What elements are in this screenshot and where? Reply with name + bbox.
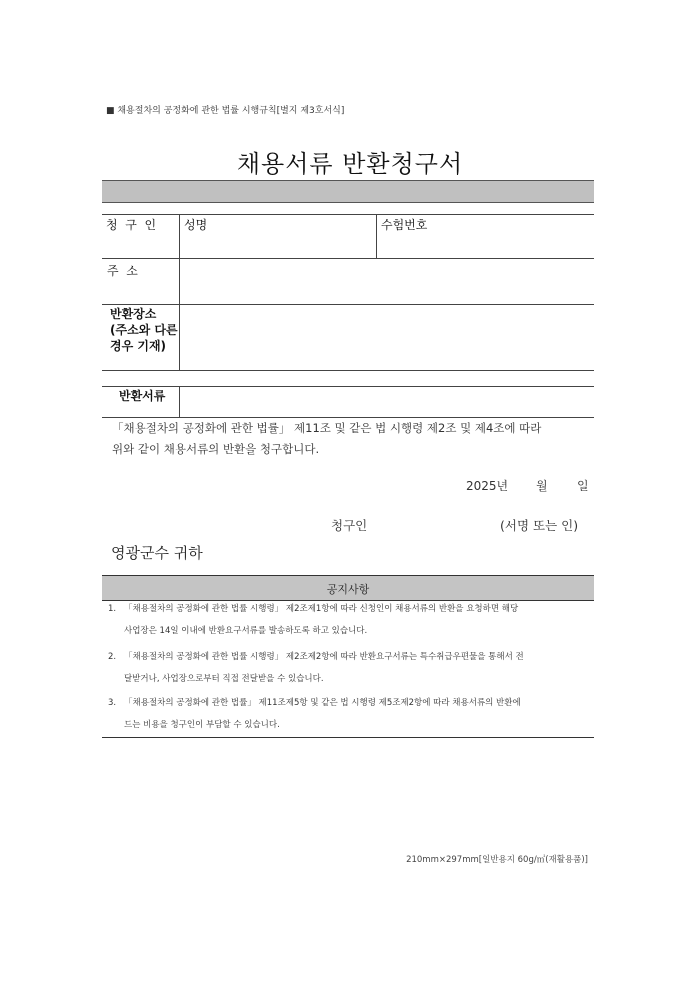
return-place-field[interactable] bbox=[180, 305, 593, 369]
date-month: 월 bbox=[536, 479, 548, 493]
signature-field[interactable] bbox=[375, 512, 495, 534]
notice-bottom-border bbox=[102, 737, 594, 738]
notice-item-text: 「채용절차의 공정화에 관한 법률」 제11조제5항 및 같은 법 시행령 제5조제2항에 따라 채용서류의 반환에 bbox=[124, 698, 521, 708]
notice-item-text: 「채용절차의 공정화에 관한 법률 시행령」 제2조제2항에 따라 반환요구서류는 특수취급우편물을 통해서 전 bbox=[124, 652, 524, 662]
notice-item-number: 1. bbox=[108, 604, 117, 614]
date-year: 2025년 bbox=[466, 479, 509, 493]
table-bottom-border bbox=[102, 417, 594, 418]
notice-item bbox=[108, 646, 592, 690]
signature-label: 청구인 bbox=[331, 518, 368, 533]
declaration-text: 위와 같이 채용서류의 반환을 청구합니다. bbox=[112, 442, 320, 456]
form-reference: ■ 채용절차의 공정화에 관한 법률 시행규칙[별지 제3호서식] bbox=[106, 106, 345, 116]
return-place-note: 경우 기재) bbox=[110, 339, 167, 353]
notice-title: 공지사항 bbox=[326, 583, 370, 596]
row-divider bbox=[102, 370, 594, 371]
return-documents-field[interactable] bbox=[180, 387, 593, 416]
paper-spec-footer: 210mm×297mm[일반용지 60g/㎡(재활용품)] bbox=[406, 855, 588, 865]
header-bar bbox=[102, 180, 594, 203]
address-field[interactable] bbox=[180, 259, 593, 303]
signature-note: (서명 또는 인) bbox=[500, 518, 579, 533]
notice-item-number: 2. bbox=[108, 652, 117, 662]
notice-item-number: 3. bbox=[108, 698, 117, 708]
notice-item-text: 드는 비용을 청구인이 부담할 수 있습니다. bbox=[124, 720, 280, 730]
exam-number-field[interactable] bbox=[377, 230, 593, 257]
declaration-text: 「채용절차의 공정화에 관한 법률」 제11조 및 같은 법 시행령 제2조 및 제4조에 따라 bbox=[112, 421, 542, 435]
return-documents-label: 반환서류 bbox=[119, 389, 166, 403]
notice-item-text: 사업장은 14일 이내에 반환요구서류를 발송하도록 하고 있습니다. bbox=[124, 626, 368, 636]
return-place-label: 반환장소 bbox=[110, 307, 157, 321]
name-field[interactable] bbox=[180, 230, 375, 257]
recipient: 영광군수 귀하 bbox=[111, 544, 203, 562]
address-label: 주 소 bbox=[107, 264, 138, 278]
name-label: 성명 bbox=[184, 218, 208, 232]
exam-number-label: 수험번호 bbox=[381, 218, 428, 232]
return-place-note: (주소와 다른 bbox=[110, 323, 178, 337]
table-top-border bbox=[102, 214, 594, 215]
claimant-label: 청 구 인 bbox=[106, 218, 157, 232]
notice-item bbox=[108, 692, 592, 736]
notice-item-text: 달받거나, 사업장으로부터 직접 전달받을 수 있습니다. bbox=[124, 674, 324, 684]
notice-item-text: 「채용절차의 공정화에 관한 법률 시행령」 제2조제1항에 따라 신청인이 채용서류의 반환을 요청하면 해당 bbox=[124, 604, 519, 614]
notice-item bbox=[108, 598, 592, 642]
document-title: 채용서류 반환청구서 bbox=[236, 150, 464, 178]
date-day: 일 bbox=[577, 479, 589, 493]
